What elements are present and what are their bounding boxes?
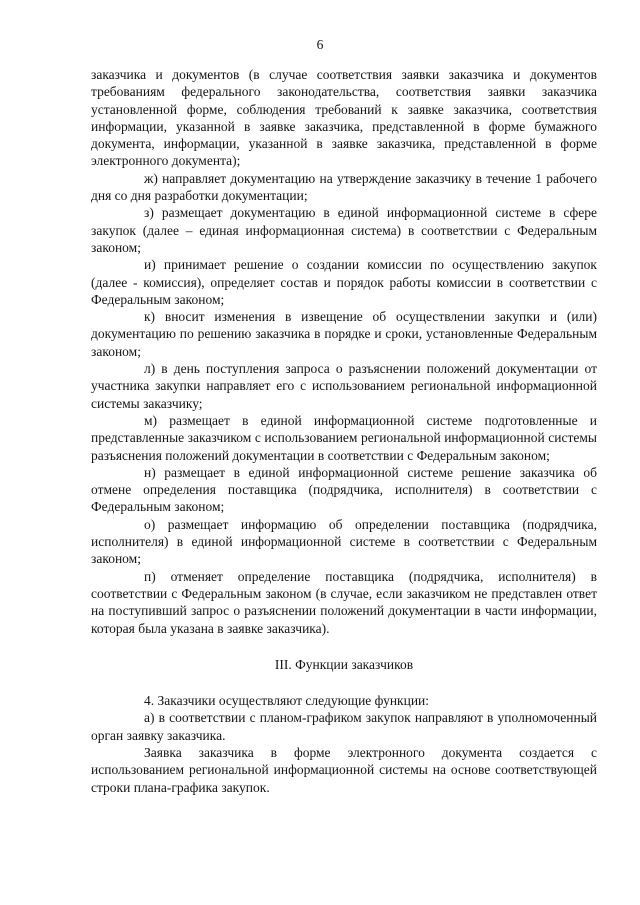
document-body [91,66,597,796]
paragraph-item-m: м) размещает в единой информационной системе подготовленные и представленные заказчиком с использованием региональной информационной системы разъяснения положений документации в соответствии с Федеральным законом; [91,412,597,463]
section-heading: III. Функции заказчиков [274,656,414,672]
paragraph-item-o: о) размещает информацию об определении поставщика (подрядчика, исполнителя) в единой информационной системе в соответствии с Федеральным законом; [91,516,597,567]
paragraph-item-i: и) принимает решение о создании комиссии по осуществлению закупок (далее - комиссия), определяет состав и порядок работы комиссии в соответствии с Федеральным законом; [91,257,597,307]
paragraph-item-z: з) размещает документацию в единой информационной системе в сфере закупок (далее – единая информационная система) в соответствии с Федеральным законом; [91,205,597,255]
page-number: 6 [316,37,324,52]
paragraph-item-l: л) в день поступления запроса о разъяснении положений документации от участника закупки направляет его с использованием региональной информационной системы заказчику; [91,361,597,411]
paragraph-item-zh: ж) направляет документацию на утверждение заказчику в течение 1 рабочего дня со дня разработки документации; [91,170,597,204]
paragraph-application: Заявка заказчика в форме электронного документа создается с использованием региональной информационной системы на основе соответствующей строки плана-графика закупок. [91,744,597,795]
paragraph-item-k: к) вносит изменения в извещение об осуществлении закупки и (или) документацию по решению заказчика в порядке и сроки, установленные Федеральным законом; [91,309,597,359]
paragraph-item-p: п) отменяет определение поставщика (подрядчика, исполнителя) в соответствии с Федеральным законом (в случае, если заказчиком не представлен ответ на поступивший запрос о разъяснении положений документации в части информации, которая была указана в заявке заказчика). [91,568,597,636]
paragraph-functions-intro: 4. Заказчики осуществляют следующие функции: [144,693,430,709]
paragraph-continuation: заказчика и документов (в случае соответствия заявки заказчика и документов требованиям федерального законодательства, соответствия заявки заказчика установленной форме, соблюдения требований к заявке заказчика, соответствия информации, указанной в заявке заказчика, представленной в форме бумажного документа, информации, указанной в заявке заказчика, представленной в форме электронного документа); [91,67,597,169]
paragraph-item-a: а) в соответствии с планом-графиком закупок направляют в уполномоченный орган заявку заказчика. [91,710,597,743]
paragraph-item-n: н) размещает в единой информационной системе решение заказчика об отмене определения поставщика (подрядчика, исполнителя) в соответствии с Федеральным законом; [91,464,597,515]
